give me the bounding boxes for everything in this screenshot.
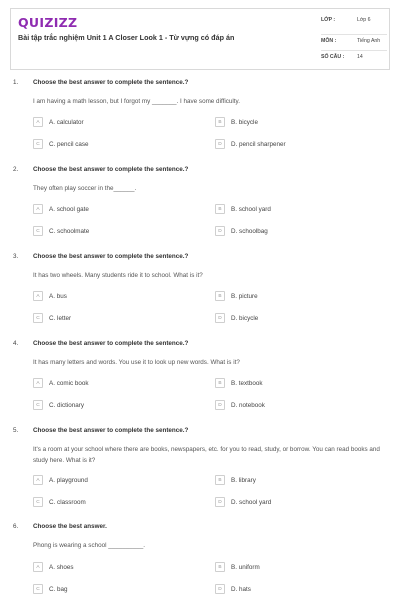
option-letter-box: A [33, 291, 43, 301]
option-text: A. shoes [49, 563, 74, 571]
option-letter-box: B [215, 204, 225, 214]
option-c[interactable] [33, 226, 89, 236]
option-c[interactable] [33, 584, 68, 594]
option-letter-box: C [33, 226, 43, 236]
option-text: D. schoolbag [231, 227, 268, 235]
option-letter-box: D [215, 497, 225, 507]
option-letter-box: A [33, 475, 43, 485]
question-text: It has two wheels. Many students ride it to school. What is it? [33, 272, 203, 279]
option-c[interactable] [33, 139, 89, 149]
question-text: Phong is wearing a school __________. [33, 542, 146, 549]
option-letter-box: B [215, 378, 225, 388]
question-prompt: Choose the best answer to complete the sentence.? [33, 340, 189, 347]
option-letter-box: D [215, 584, 225, 594]
option-text: C. pencil case [49, 140, 89, 148]
option-letter-box: A [33, 117, 43, 127]
option-letter-box: A [33, 204, 43, 214]
option-text: D. hats [231, 585, 251, 593]
option-letter-box: C [33, 497, 43, 507]
question-prompt: Choose the best answer. [33, 523, 107, 530]
meta-value: Tiếng Anh [357, 37, 381, 44]
option-letter-box: B [215, 291, 225, 301]
option-d[interactable] [215, 400, 265, 410]
option-letter-box: A [33, 562, 43, 572]
question-text: It's a room at your school where there are books, newspapers, etc. for you to read, study, or borrow. You can read books and study here. What is it? [33, 446, 380, 464]
question-prompt: Choose the best answer to complete the sentence.? [33, 166, 189, 173]
option-letter-box: B [215, 475, 225, 485]
question-prompt: Choose the best answer to complete the sentence.? [33, 253, 189, 260]
option-b[interactable] [215, 204, 271, 214]
option-text: A. playground [49, 476, 88, 484]
option-letter-box: C [33, 584, 43, 594]
option-text: C. classroom [49, 498, 86, 506]
option-c[interactable] [33, 400, 84, 410]
option-letter-box: C [33, 313, 43, 323]
question-text: It has many letters and words. You use it to look up new words. What is it? [33, 359, 240, 366]
option-d[interactable] [215, 584, 251, 594]
option-letter-box: A [33, 378, 43, 388]
option-text: D. pencil sharpener [231, 140, 286, 148]
question-number: 4. [13, 340, 19, 347]
option-text: C. schoolmate [49, 227, 90, 235]
option-d[interactable] [215, 139, 286, 149]
question-number: 2. [13, 166, 19, 173]
option-text: B. library [231, 476, 256, 484]
option-letter-box: D [215, 400, 225, 410]
meta-table [321, 17, 387, 67]
option-a[interactable] [33, 204, 89, 214]
meta-label: MÔN : [321, 37, 337, 44]
question-text: I am having a math lesson, but I forgot my _______. I have some difficulty. [33, 98, 240, 105]
option-b[interactable] [215, 117, 258, 127]
option-c[interactable] [33, 497, 86, 507]
question-number: 5. [13, 427, 19, 434]
option-letter-box: C [33, 139, 43, 149]
option-b[interactable] [215, 475, 256, 485]
meta-row-count [321, 50, 387, 67]
option-d[interactable] [215, 226, 268, 236]
option-letter-box: D [215, 139, 225, 149]
option-text: A. bus [49, 292, 67, 300]
question-text: They often play soccer in the______. [33, 185, 137, 192]
meta-value: 14 [357, 54, 363, 60]
question-prompt: Choose the best answer to complete the sentence.? [33, 79, 189, 86]
option-a[interactable] [33, 562, 74, 572]
page-title: Bài tập trắc nghiệm Unit 1 A Closer Look 1 - Từ vựng có đáp án [18, 33, 235, 42]
meta-value: Lớp 6 [357, 17, 371, 23]
option-b[interactable] [215, 291, 258, 301]
option-text: D. bicycle [231, 314, 259, 322]
option-d[interactable] [215, 313, 258, 323]
option-a[interactable] [33, 117, 84, 127]
option-a[interactable] [33, 378, 89, 388]
option-letter-box: D [215, 313, 225, 323]
question-number: 6. [13, 523, 19, 530]
quizizz-logo: QUIZIZZ [18, 15, 78, 30]
option-b[interactable] [215, 562, 260, 572]
option-text: C. dictionary [49, 401, 84, 409]
meta-label: SỐ CÂU : [321, 54, 345, 60]
option-a[interactable] [33, 475, 88, 485]
option-b[interactable] [215, 378, 263, 388]
option-text: B. picture [231, 292, 258, 300]
option-text: A. calculator [49, 118, 84, 126]
question-number: 3. [13, 253, 19, 260]
option-text: B. school yard [231, 205, 271, 213]
meta-label: LỚP : [321, 17, 336, 23]
option-text: C. bag [49, 585, 68, 593]
option-text: B. uniform [231, 563, 260, 571]
meta-row-grade [321, 17, 387, 34]
question-number: 1. [13, 79, 19, 86]
meta-row-subject [321, 34, 387, 51]
option-letter-box: C [33, 400, 43, 410]
option-text: A. school gate [49, 205, 89, 213]
question-prompt: Choose the best answer to complete the sentence.? [33, 427, 189, 434]
option-text: B. textbook [231, 379, 263, 387]
worksheet-header [10, 8, 390, 70]
option-text: C. letter [49, 314, 72, 322]
option-letter-box: B [215, 562, 225, 572]
option-c[interactable] [33, 313, 71, 323]
option-letter-box: D [215, 226, 225, 236]
option-text: B. bicycle [231, 118, 258, 126]
option-text: D. notebook [231, 401, 265, 409]
option-letter-box: B [215, 117, 225, 127]
option-text: A. comic book [49, 379, 89, 387]
option-d[interactable] [215, 497, 271, 507]
option-a[interactable] [33, 291, 67, 301]
option-text: D. school yard [231, 498, 272, 506]
